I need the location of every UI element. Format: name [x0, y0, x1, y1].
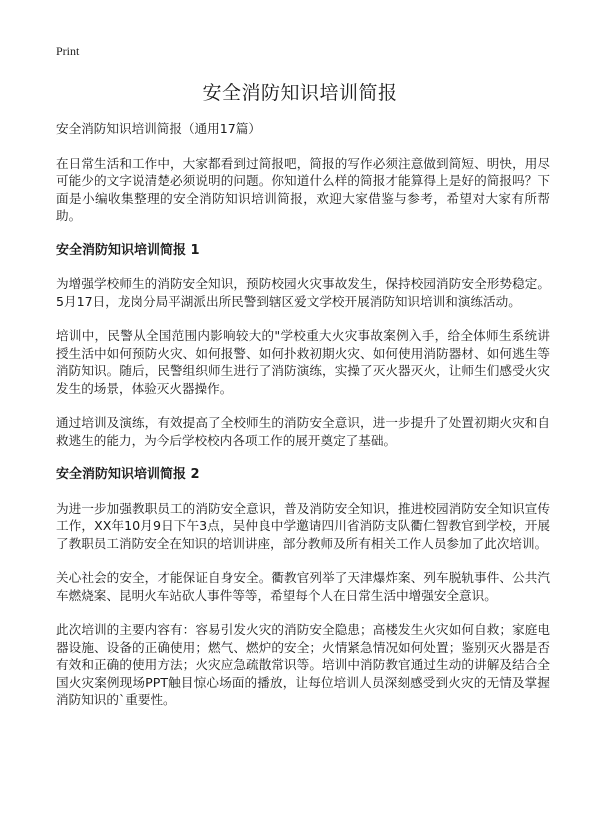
- intro-paragraph: 在日常生活和工作中，大家都看到过简报吧，简报的写作必须注意做到简短、明快，用尽可能少的文字说清楚必须说明的问题。你知道什么样的简报才能算得上是好的简报吗？下面是小编收集整理的安全消防知识培训简报，欢迎大家借鉴与参考，希望对大家有所帮助。: [56, 155, 550, 223]
- page-title: 安全消防知识培训简报: [202, 82, 398, 104]
- section-1-paragraph: 培训中，民警从全国范围内影响较大的"学校重大火灾事故案例入手，给全体师生系统讲授生活中如何预防火灾、如何报警、如何扑救初期火灾、如何使用消防器材、如何逃生等消防知识。随后，民警组织师生进行了消防演练，实操了灭火器灭火，让师生们感受火灾发生的场景，体验灭火器操作。: [56, 328, 550, 396]
- section-heading-1: 安全消防知识培训简报 1: [56, 242, 200, 258]
- section-2-paragraph: 为进一步加强教职员工的消防安全意识，普及消防安全知识，推进校园消防安全知识宣传工作，XX年10月9日下午3点，吴仲良中学邀请四川省消防支队衢仁智教官到学校，开展了教职员工消防安全在知识的培训讲座，部分教师及所有相关工作人员参加了此次培训。: [56, 500, 550, 551]
- section-2-paragraph: 关心社会的安全，才能保证自身安全。衢教官列举了天津爆炸案、列车脱轨事件、公共汽车燃烧案、昆明火车站砍人事件等等，希望每个人在日常生活中增强安全意识。: [56, 570, 550, 603]
- article-body: [56, 120, 550, 726]
- section-1-paragraph: 通过培训及演练，有效提高了全校师生的消防安全意识，进一步提升了处置初期火灾和自救逃生的能力，为今后学校校内各项工作的展开奠定了基础。: [56, 415, 550, 448]
- section-2-paragraph: 此次培训的主要内容有：容易引发火灾的消防安全隐患；高楼发生火灾如何自救；家庭电器设施、设备的正确使用；燃气、燃炉的安全；火情紧急情况如何处置；鉴别灭火器是否有效和正确的使用方法；火灾应急疏散常识等。培训中消防教官通过生动的讲解及结合全国火灾案例现场PPT触目惊心场面的播放，让每位培训人员深刻感受到火灾的无情及掌握消防知识的`重要性。: [56, 622, 550, 707]
- section-1-paragraph: 为增强学校师生的消防安全知识，预防校园火灾事故发生，保持校园消防安全形势稳定。5月17日，龙岗分局平湖派出所民警到辖区爱文学校开展消防知识培训和演练活动。: [56, 276, 550, 309]
- article-subtitle: 安全消防知识培训简报（通用17篇）: [56, 121, 261, 136]
- print-link[interactable]: Print: [56, 44, 80, 58]
- section-heading-2: 安全消防知识培训简报 2: [56, 467, 200, 482]
